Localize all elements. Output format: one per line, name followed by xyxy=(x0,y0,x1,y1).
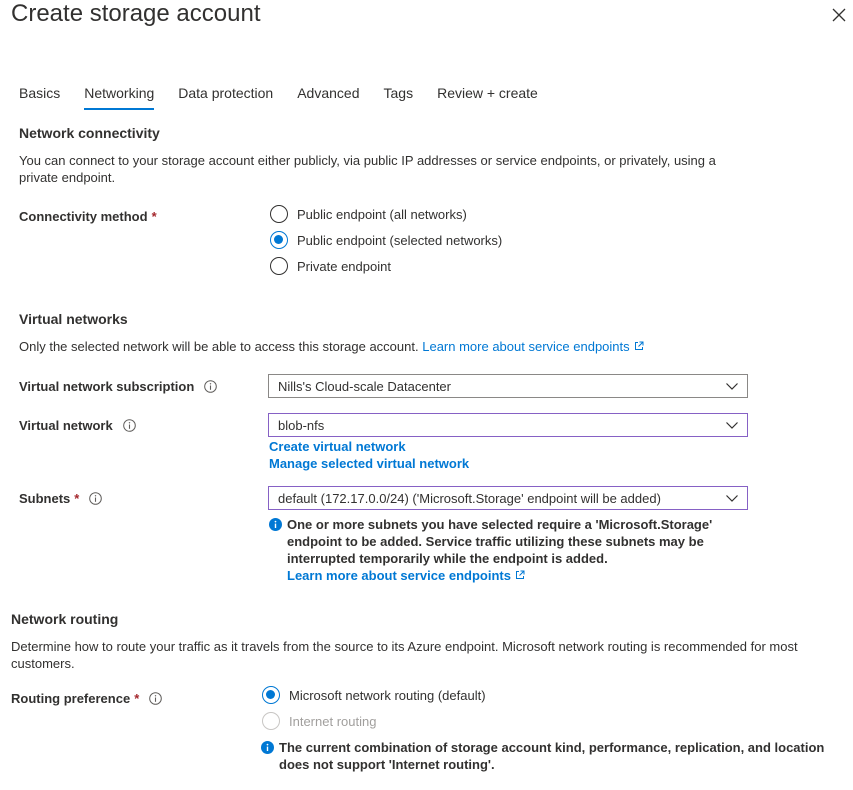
vnet-subscription-label-text: Virtual network subscription xyxy=(19,379,195,394)
manage-virtual-network-link[interactable]: Manage selected virtual network xyxy=(269,456,470,471)
close-icon[interactable] xyxy=(828,4,850,26)
required-asterisk: * xyxy=(151,209,157,224)
tab-networking[interactable]: Networking xyxy=(84,84,154,110)
subnet-learn-more-text: Learn more about service endpoints xyxy=(287,568,511,583)
subnets-label xyxy=(19,491,102,506)
learn-more-service-endpoints-link[interactable] xyxy=(422,339,643,354)
routing-preference-label xyxy=(11,691,162,706)
virtual-network-label xyxy=(19,418,136,433)
external-link-icon xyxy=(634,341,644,351)
info-icon[interactable] xyxy=(89,492,102,505)
tab-review-create[interactable]: Review + create xyxy=(437,85,538,101)
tab-advanced[interactable]: Advanced xyxy=(297,85,360,101)
routing-preference-label-text: Routing preference xyxy=(11,691,131,706)
tab-bar xyxy=(19,84,562,112)
tab-basics[interactable]: Basics xyxy=(19,85,61,101)
radio-public-all-networks[interactable] xyxy=(270,205,467,223)
learn-more-link-text: Learn more about service endpoints xyxy=(422,339,630,354)
virtual-networks-description xyxy=(19,338,644,355)
routing-info-text: The current combination of storage account kind, performance, replication, and location does not support 'Internet routing'. xyxy=(279,740,825,772)
network-connectivity-heading: Network connectivity xyxy=(19,125,160,141)
chevron-down-icon xyxy=(725,379,739,393)
network-routing-description: Determine how to route your traffic as it travels from the source to its Azure endpoint. Microsoft network routing is recommended for most customers. xyxy=(11,639,798,671)
subnets-label-text: Subnets xyxy=(19,491,71,506)
subnet-info-message xyxy=(269,516,753,584)
radio-circle xyxy=(262,712,280,730)
create-virtual-network-link[interactable]: Create virtual network xyxy=(269,439,406,454)
connectivity-method-label-text: Connectivity method xyxy=(19,209,148,224)
radio-label: Internet routing xyxy=(289,713,377,729)
info-icon[interactable] xyxy=(204,380,217,393)
radio-microsoft-routing[interactable] xyxy=(262,686,486,704)
vnet-subscription-select[interactable] xyxy=(268,374,748,398)
connectivity-method-label xyxy=(19,209,157,224)
network-connectivity-description: You can connect to your storage account either publicly, via public IP addresses or service endpoints, or privately, using a private endpoint. xyxy=(19,153,716,185)
subnets-value: default (172.17.0.0/24) ('Microsoft.Storage' endpoint will be added) xyxy=(278,490,661,506)
virtual-networks-heading: Virtual networks xyxy=(19,311,128,327)
virtual-network-label-text: Virtual network xyxy=(19,418,113,433)
radio-label: Private endpoint xyxy=(297,258,391,274)
vnet-subscription-value: Nills's Cloud-scale Datacenter xyxy=(278,378,451,394)
network-routing-heading: Network routing xyxy=(11,611,119,627)
radio-label: Public endpoint (all networks) xyxy=(297,206,467,222)
routing-info-message xyxy=(261,739,841,773)
virtual-network-value: blob-nfs xyxy=(278,417,325,433)
subnet-info-text: One or more subnets you have selected require a 'Microsoft.Storage' endpoint to be added. Service traffic utilizing these subnets may be interrupted temporarily while the endpoint is added. xyxy=(287,517,713,566)
tab-data-protection[interactable]: Data protection xyxy=(178,85,274,101)
info-filled-icon xyxy=(269,518,282,531)
radio-circle[interactable] xyxy=(262,686,280,704)
info-icon[interactable] xyxy=(123,419,136,432)
close-button[interactable] xyxy=(828,4,850,26)
required-asterisk: * xyxy=(134,691,140,706)
subnets-select[interactable] xyxy=(268,486,748,510)
radio-circle[interactable] xyxy=(270,205,288,223)
radio-private-endpoint[interactable] xyxy=(270,257,391,275)
vnet-subscription-label xyxy=(19,379,217,394)
radio-circle[interactable] xyxy=(270,231,288,249)
subnet-learn-more-link[interactable] xyxy=(287,567,753,584)
radio-circle[interactable] xyxy=(270,257,288,275)
radio-label: Microsoft network routing (default) xyxy=(289,687,486,703)
radio-public-selected-networks[interactable] xyxy=(270,231,502,249)
radio-internet-routing xyxy=(262,712,376,730)
required-asterisk: * xyxy=(74,491,80,506)
info-filled-icon xyxy=(261,741,274,754)
tab-tags[interactable]: Tags xyxy=(383,85,414,101)
external-link-icon xyxy=(515,570,525,580)
chevron-down-icon xyxy=(725,491,739,505)
page-title: Create storage account xyxy=(11,0,261,27)
radio-label: Public endpoint (selected networks) xyxy=(297,232,503,248)
virtual-network-select[interactable] xyxy=(268,413,748,437)
virtual-networks-description-text: Only the selected network will be able to access this storage account. xyxy=(19,339,419,354)
info-icon[interactable] xyxy=(149,692,162,705)
chevron-down-icon xyxy=(725,418,739,432)
